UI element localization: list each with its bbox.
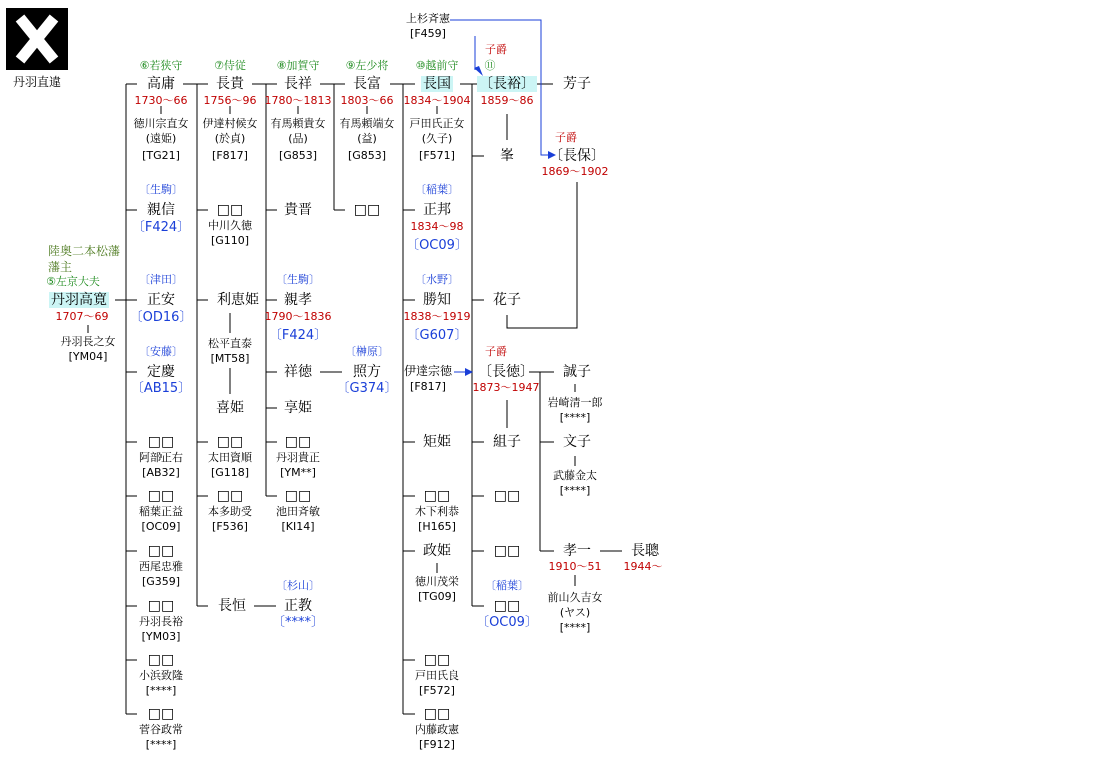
gen2-sib4-name[interactable]: □□ [216, 488, 244, 504]
gen5-sib6-name[interactable]: □□ [423, 652, 451, 668]
nagayasu-years: 1869～1902 [541, 165, 609, 178]
gen2-changtsune-child-adopt: 〔杉山〕 [276, 579, 320, 592]
nagayasu-title: 子爵 [555, 131, 577, 144]
gen2-sib1-name[interactable]: 利恵姫 [217, 292, 259, 308]
fumiko-name[interactable]: 文子 [563, 434, 591, 450]
fumiko-spouse: 武藤金太 [553, 469, 597, 482]
gen1-sib3-name[interactable]: □□ [147, 434, 175, 450]
gen4-rank: ⑨左少将 [345, 59, 389, 72]
gen2-changtsune-child-ref: 〔****〕 [271, 615, 325, 630]
nagahiro-name: 〔長裕〕 [479, 76, 535, 92]
gen6-last-ref: 〔OC09〕 [476, 615, 538, 630]
gen2-sib3-name[interactable]: □□ [216, 434, 244, 450]
gen2-sib3-ref: [G118] [210, 466, 250, 479]
gen1-rank: ⑥若狭守 [139, 59, 183, 72]
gen5-sib4-name[interactable]: □□ [423, 488, 451, 504]
yoshiko-name[interactable]: 芳子 [563, 76, 591, 92]
koichi-spouse: 前山久吉女 [547, 591, 603, 604]
gen3-sib1-ref: 〔F424〕 [268, 328, 328, 343]
gen1-sib5-spouse: 西尾忠雅 [139, 560, 183, 573]
gen5-sib4-ref: [H165] [418, 520, 456, 533]
gen4-years: 1803～66 [340, 94, 394, 107]
crest-label: 丹羽直違 [12, 75, 62, 89]
gen1-sib0-ref: 〔F424〕 [131, 220, 191, 235]
gen3-sib3-name[interactable]: 享姫 [284, 400, 312, 416]
gen4-wife: 有馬頼端女 [339, 117, 395, 130]
gen5-wife: 戸田氏正女 [409, 117, 465, 130]
gen6-last-adopt: 〔稲葉〕 [485, 579, 529, 592]
gen2-wife-ref: [F817] [212, 149, 248, 162]
naganori-title: 子爵 [485, 345, 507, 358]
root-person[interactable] [49, 292, 109, 308]
gen5-wife2: (久子) [421, 132, 453, 145]
root-rank [46, 276, 100, 289]
naganori-name[interactable]: 〔長徳〕 [478, 364, 534, 380]
koichi-spouse2: (ヤス) [559, 606, 591, 619]
koichi-ref: [****] [559, 621, 591, 634]
gen5-sib3-name[interactable]: 矩姫 [423, 434, 451, 450]
gen1-sib4-name[interactable]: □□ [147, 488, 175, 504]
gen2-changtsune-child-name[interactable]: 正教 [284, 598, 312, 614]
nagahiro-title: 子爵 [485, 43, 507, 56]
gen2-sib4-spouse: 本多助受 [208, 505, 252, 518]
gen5-rank: ⑩越前守 [415, 59, 459, 72]
gen1-sib6-ref: [YM03] [141, 630, 181, 643]
root-rank-label: ⑤左京大夫 [46, 275, 100, 288]
gen2-sib1-ref: [MT58] [210, 352, 250, 365]
gen1-sib7-ref: [****] [145, 684, 177, 697]
gen5-sib5-spouse: 徳川茂栄 [415, 575, 459, 588]
gen3-wife-ref: [G853] [278, 149, 318, 162]
gen5-sib4-spouse: 木下利恭 [415, 505, 459, 518]
gen2-wife2: (於貞) [214, 132, 246, 145]
root-name: 丹羽高寛 [51, 292, 107, 308]
gen4-name[interactable]: 長富 [353, 76, 381, 92]
gen1-sib1-ref: 〔OD16〕 [129, 310, 193, 325]
gen3-name[interactable]: 長祥 [284, 76, 312, 92]
gen2-sib0-name[interactable]: □□ [216, 202, 244, 218]
gen1-sib0-name[interactable]: 親信 [147, 202, 175, 218]
gen4-sib0-name[interactable]: □□ [353, 202, 381, 218]
gen3-shotoku-child-ref: 〔G374〕 [336, 381, 398, 396]
gen2-sib4-ref: [F536] [212, 520, 248, 533]
nagahiro-rank: ⑪ [484, 59, 496, 72]
seiko-spouse: 岩崎清一郎 [547, 396, 603, 409]
gen3-sib4-spouse: 丹羽貴正 [276, 451, 320, 464]
root-wife-ref: [YM04] [68, 350, 108, 363]
gen5-sib5-ref: [TG09] [418, 590, 456, 603]
gen5-sib6-ref: [F572] [419, 684, 455, 697]
gen1-sib2-name[interactable]: 定慶 [147, 364, 175, 380]
nagaaki-years: 1944～ [623, 560, 663, 573]
gen1-sib2-adopt: 〔安藤〕 [139, 345, 183, 358]
gen4-wife-ref: [G853] [347, 149, 387, 162]
gen1-sib1-adopt: 〔津田〕 [139, 273, 183, 286]
gen1-sib7-spouse: 小浜致隆 [139, 669, 183, 682]
mine-name[interactable]: 峯 [500, 148, 514, 164]
gen3-sib4-name[interactable]: □□ [284, 434, 312, 450]
gen2-sib2-name[interactable]: 喜姫 [216, 400, 244, 416]
gen3-sib1-name[interactable]: 親孝 [284, 292, 312, 308]
nagahiro-person[interactable] [477, 76, 537, 92]
gen1-sib5-ref: [G359] [141, 575, 181, 588]
gen5-sib0-name[interactable]: 正邦 [423, 202, 451, 218]
nagaaki-name[interactable]: 長聰 [631, 543, 659, 559]
gen1-wife2: (遠姫) [145, 132, 177, 145]
gen5-sib5-name[interactable]: 政姫 [423, 543, 451, 559]
gen3-wife2: (品) [288, 132, 308, 145]
gen1-sib7-name[interactable]: □□ [147, 652, 175, 668]
gen5-sib0-ref: 〔OC09〕 [406, 238, 468, 253]
gen5-years: 1834～1904 [403, 94, 471, 107]
gen5-sib0-adopt: 〔稲葉〕 [415, 183, 459, 196]
gen5-sib1-ref: 〔G607〕 [406, 328, 468, 343]
gen5-sib1-name[interactable]: 勝知 [423, 292, 451, 308]
gen2-sib5-name[interactable]: 長恒 [218, 598, 246, 614]
gen5-sib1-years: 1838～1919 [403, 310, 471, 323]
gen1-sib8-ref: [****] [145, 738, 177, 751]
uesugi-ref: [F459] [410, 27, 446, 40]
domain-note-line1: 陸奥二本松藩 [48, 244, 121, 258]
gen1-years: 1730～66 [134, 94, 188, 107]
seiko-ref: [****] [559, 411, 591, 424]
gen5-sib7-name[interactable]: □□ [423, 706, 451, 722]
gen1-sib0-adopt: 〔生駒〕 [139, 183, 183, 196]
gen5-sib0-years: 1834～98 [410, 220, 464, 233]
gen3-sib2-name[interactable]: 祥徳 [284, 364, 312, 380]
gen3-sib5-spouse: 池田斉敏 [276, 505, 320, 518]
gen1-sib8-name[interactable]: □□ [147, 706, 175, 722]
gen1-wife-ref: [TG21] [142, 149, 180, 162]
gen5-date-munenori-ref: [F817] [410, 380, 446, 393]
gen3-sib5-ref: [KI14] [281, 520, 315, 533]
gen5-wife-ref: [F571] [419, 149, 455, 162]
gen2-rank: ⑦侍従 [214, 59, 246, 72]
gen1-sib5-name[interactable]: □□ [147, 543, 175, 559]
fumiko-ref: [****] [559, 484, 591, 497]
gen1-name[interactable]: 高庸 [147, 76, 175, 92]
nagahiro-years: 1859～86 [480, 94, 534, 107]
gen2-years: 1756～96 [203, 94, 257, 107]
gen2-name[interactable]: 長貴 [216, 76, 244, 92]
gen3-shotoku-child-adopt: 〔榊原〕 [345, 345, 389, 358]
gen2-wife: 伊達村候女 [202, 117, 258, 130]
naganori-years: 1873～1947 [472, 381, 540, 394]
gen1-wife: 徳川宗直女 [133, 117, 189, 130]
family-crest-x-icon [6, 8, 68, 70]
gen6-blank1[interactable]: □□ [493, 488, 521, 504]
gen2-sib1-spouse: 松平直泰 [208, 337, 252, 350]
gen5-sib7-ref: [F912] [419, 738, 455, 751]
gen2-sib0-spouse: 中川久徳 [208, 219, 252, 232]
gen3-shotoku-child-name[interactable]: 照方 [353, 364, 381, 380]
koichi-years: 1910～51 [548, 560, 602, 573]
gen5-sib6-spouse: 戸田氏良 [415, 669, 459, 682]
gen5-sib7-spouse: 内藤政憲 [415, 723, 459, 736]
gen3-rank: ⑧加賀守 [276, 59, 320, 72]
uesugi-name: 上杉斉憲 [406, 12, 450, 25]
gen1-sib4-ref: [OC09] [141, 520, 181, 533]
gen3-wife: 有馬頼貴女 [270, 117, 326, 130]
gen3-sib4-ref: [YM**] [280, 466, 316, 479]
gen2-sib3-spouse: 太田資順 [208, 451, 252, 464]
gen1-sib6-spouse: 丹羽長裕 [139, 615, 183, 628]
gen1-sib3-spouse: 阿部正右 [139, 451, 183, 464]
gen6-blank2[interactable]: □□ [493, 543, 521, 559]
gen3-years: 1780～1813 [264, 94, 332, 107]
gen1-sib3-ref: [AB32] [142, 466, 180, 479]
gen3-sib0-name[interactable]: 貴晋 [284, 202, 312, 218]
gen3-sib5-name[interactable]: □□ [284, 488, 312, 504]
seiko-name[interactable]: 誠子 [563, 364, 591, 380]
root-wife: 丹羽長之女 [60, 335, 116, 348]
gen1-sib1-name[interactable]: 正安 [147, 292, 175, 308]
gen5-sib1-adopt: 〔水野〕 [415, 273, 459, 286]
gen1-sib6-name[interactable]: □□ [147, 598, 175, 614]
gen2-sib0-ref: [G110] [210, 234, 250, 247]
gen1-sib8-spouse: 菅谷政常 [139, 723, 183, 736]
gen3-sib1-adopt: 〔生駒〕 [276, 273, 320, 286]
domain-note-line2: 藩主 [48, 260, 73, 274]
gen3-sib1-years: 1790～1836 [264, 310, 332, 323]
gen4-wife2: (益) [357, 132, 377, 145]
soshi-name[interactable]: 組子 [493, 434, 521, 450]
gen6-last-name[interactable]: □□ [493, 598, 521, 614]
gen5-person[interactable] [421, 76, 453, 92]
koichi-name[interactable]: 孝一 [563, 543, 591, 559]
gen1-sib4-spouse: 稲葉正益 [139, 505, 183, 518]
hanako-name[interactable]: 花子 [493, 292, 521, 308]
nagayasu-name[interactable]: 〔長保〕 [549, 148, 605, 164]
gen1-sib2-ref: 〔AB15〕 [130, 381, 192, 396]
gen5-date-munenori[interactable]: 伊達宗徳 [403, 364, 453, 378]
root-years: 1707～69 [55, 310, 109, 323]
gen5-name: 長国 [423, 76, 451, 92]
